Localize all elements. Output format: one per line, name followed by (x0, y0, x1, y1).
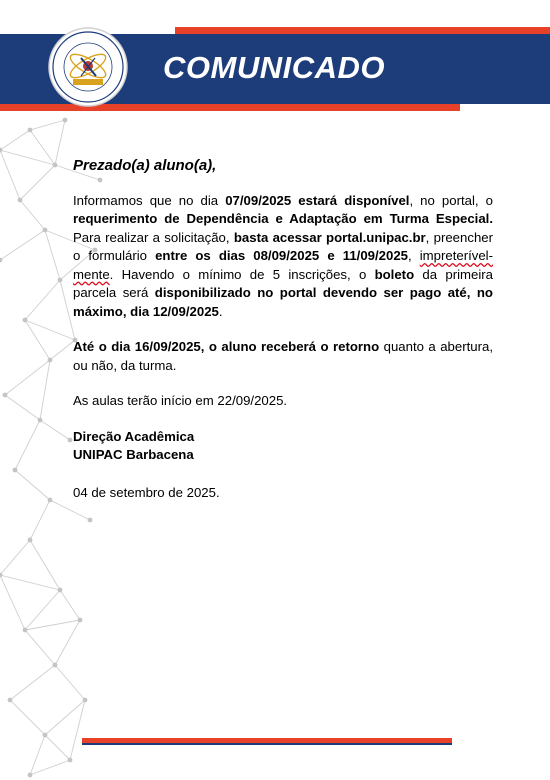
network-line (5, 395, 40, 420)
header-accent-top (175, 27, 550, 34)
network-line (25, 620, 80, 630)
network-line (30, 120, 65, 130)
network-node (43, 228, 48, 233)
network-node (23, 628, 28, 633)
letter-date: 04 de setembro de 2025. (73, 484, 220, 500)
text-span: Informamos que no dia (73, 192, 226, 208)
network-line (0, 540, 30, 575)
network-line (70, 700, 85, 760)
network-node (43, 733, 48, 738)
network-line (40, 420, 70, 440)
signature-block (73, 428, 493, 465)
text-span: . Havendo o mínimo de 5 inscrições, o (109, 266, 375, 282)
network-node (28, 538, 33, 543)
network-node (68, 438, 73, 443)
bold-span: entre os dias 08/09/2025 e 11/09/2025 (155, 248, 408, 263)
network-line (25, 630, 55, 665)
network-node (38, 418, 43, 423)
network-line (40, 360, 50, 420)
network-line (45, 735, 70, 760)
paragraph-return (73, 338, 493, 375)
network-node (3, 393, 8, 398)
network-line (30, 735, 45, 775)
network-line (60, 590, 80, 620)
network-node (28, 128, 33, 133)
network-line (50, 340, 75, 360)
network-line (15, 470, 50, 500)
network-line (20, 200, 45, 230)
network-node (53, 663, 58, 668)
network-node (23, 318, 28, 323)
network-node (18, 198, 23, 203)
bold-span: requerimento de Dependência e Adaptação em Turma Especial. (73, 211, 493, 226)
bold-span: boleto (374, 266, 415, 282)
text-span: , (408, 248, 420, 263)
network-line (15, 420, 40, 470)
network-node (0, 573, 2, 578)
bold-span: basta acessar portal.unipac.br (233, 229, 426, 245)
bold-span: 07/09/2025 estará disponível (225, 192, 410, 208)
signature-line-1: Direção Acadêmica (73, 428, 195, 444)
network-node (78, 618, 83, 623)
page-title: COMUNICADO (163, 50, 385, 85)
network-node (83, 698, 88, 703)
network-line (0, 230, 45, 260)
network-node (63, 118, 68, 123)
network-line (0, 575, 25, 630)
network-line (45, 230, 60, 280)
network-line (25, 320, 75, 340)
network-line (20, 165, 55, 200)
bold-span: Até o dia 16/09/2025, o aluno receberá o retorno (73, 339, 380, 354)
network-line (30, 500, 50, 540)
text-span: da primeira parcela será (73, 266, 493, 300)
network-node (13, 468, 18, 473)
network-line (0, 130, 30, 150)
text-span: . (218, 303, 223, 319)
network-node (48, 358, 53, 363)
network-line (45, 700, 85, 735)
spellcheck-span: impreterível-mente (73, 248, 493, 282)
footer-accent-line-blue (82, 743, 452, 745)
network-node (8, 698, 13, 703)
network-line (10, 700, 45, 735)
network-node (48, 498, 53, 503)
text-span: quanto a abertura, ou não, da turma. (73, 339, 493, 373)
greeting: Prezado(a) aluno(a), (73, 157, 217, 174)
network-line (25, 280, 60, 320)
signature-line-2: UNIPAC Barbacena (73, 447, 194, 462)
letter-body (73, 157, 493, 519)
network-line (30, 130, 55, 165)
text-span: , no portal, o (409, 192, 493, 208)
network-node (68, 758, 73, 763)
network-line (30, 760, 70, 775)
network-line (0, 150, 20, 200)
network-line (55, 665, 85, 700)
paragraph-classes-start: As aulas terão início em 22/09/2025. (73, 393, 288, 408)
network-line (55, 620, 80, 665)
network-line (25, 320, 50, 360)
network-line (10, 665, 55, 700)
network-node (58, 278, 63, 283)
network-line (30, 540, 60, 590)
text-span: , preencher o formulário (73, 229, 494, 263)
network-line (0, 150, 55, 165)
paragraph-enrollment (73, 192, 493, 322)
network-line (5, 360, 50, 395)
text-span: Para realizar a solicitação, (73, 229, 234, 245)
unipac-seal-logo (48, 20, 128, 115)
network-line (55, 120, 65, 165)
bold-span: disponibilizado no portal devendo ser pago até, no máximo, dia 12/09/2025 (73, 285, 493, 319)
network-node (58, 588, 63, 593)
network-line (25, 590, 60, 630)
network-node (28, 773, 33, 778)
network-node (53, 163, 58, 168)
network-line (0, 575, 60, 590)
